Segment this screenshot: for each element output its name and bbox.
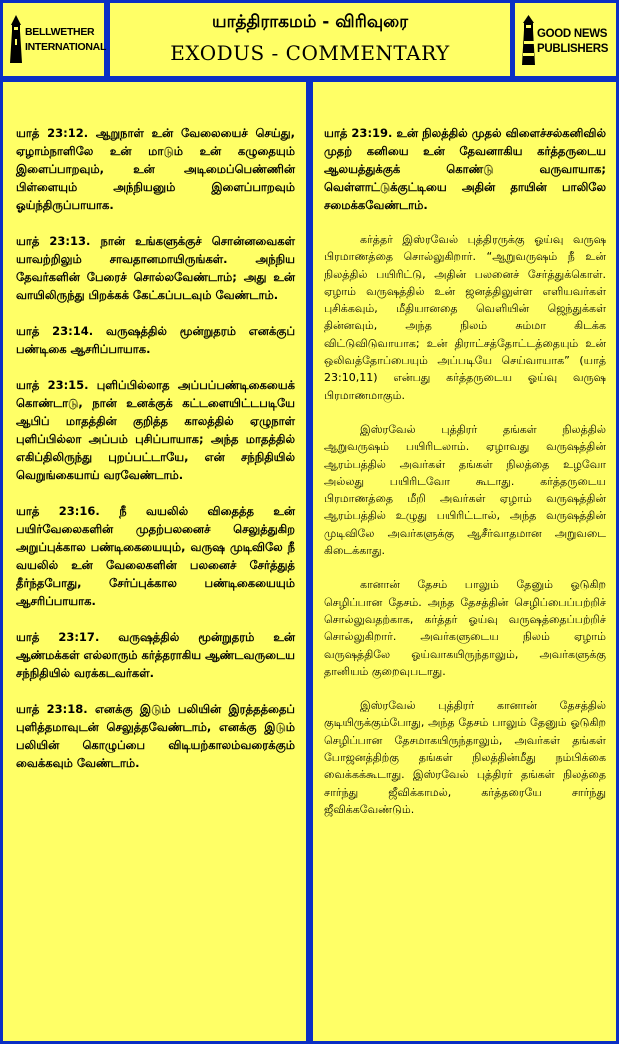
- commentary-paragraph: கர்த்தர் இஸ்ரவேல் புத்திரருக்கு ஓய்வு வருஷ பிரமாணத்தை சொல்லுகிறார். “ஆறுவருஷம் நீ உன் நிலத்தில் பயிரிட்டு, அதின் பலனைச் சேர்த்துக்கொள். ஏழாம் வருஷத்தில் உன் ஜனத்திலுள்ள எளியவர்கள் புசிக்கவும், மீதியானதை வெளியின் ஜெந்துக்கள் தின்னவும், அந்த நிலம் சும்மா கிடக்க விட்டுவிடுவாயாக; உன் திராட்சத்தோட்டத்தையும் உன் ஒலிவத்தோப்பையும் அப்படியே செய்வாயாக” (யாத் 23:10,11) என்பது கர்த்தருடைய ஓய்வு வருஷ பிரமாணமாகும்.: [324, 233, 606, 402]
- page-header: [110, 3, 510, 76]
- bellwether-logo: [3, 3, 107, 76]
- verse-23-15: யாத் 23:15. புளிப்பில்லாத அப்பப்பண்டிகையைக் கொண்டாடு, நான் உனக்குக் கட்டளையிட்டபடியே ஆபிப் மாதத்தின் குறித்த காலத்தில் ஏழுநாள் புளிப்பில்லா அப்பம் புசிப்பாயாக; அந்த மாதத்தில் எகிப்திலிருந்து புறப்பட்டாயே, என் சந்நிதியில் வெறுங்கையாய் வரவேண்டாம்.: [16, 378, 295, 482]
- bell-tower-icon: [9, 15, 23, 63]
- logo-right-line1: GOOD NEWS: [537, 28, 608, 40]
- verse-23-13: யாத் 23:13. நான் உங்களுக்குச் சொன்னவைகள் யாவற்றிலும் சாவதானமாயிருங்கள். அந்நிய தேவர்களின் பேரைச் சொல்லவேண்டாம்; அது உன் வாயிலிருந்து பிறக்கக் கேட்கப்படவும் வேண்டாம்.: [16, 234, 295, 302]
- right-column: [313, 82, 616, 1041]
- verse-23-16: யாத் 23:16. நீ வயலில் விதைத்த உன் பயிர்வேலைகளின் முதற்பலனைச் செலுத்துகிற அறுப்புக்கால பண்டிகையையும், வருஷ முடிவிலே நீ வயலில் உன் வேலைகளின் பலனைச் சேர்த்துத் தீர்ந்தபோது, சேர்ப்புக்கால பண்டிகையையும் ஆசரிப்பாயாக.: [16, 504, 295, 608]
- logo-left-line1: BELLWETHER: [25, 26, 95, 38]
- commentary-paragraph: இஸ்ரவேல் புத்திரர் கானான் தேசத்தில் குடியிருக்கும்போது, அந்த தேசம் பாலும் தேனும் ஓடுகிற செழிப்பான தேசமாகயிருந்தாலும், அவர்கள் தங்கள் போஜனத்திற்கு தங்கள் நிலத்தின்மீது நம்பிக்கை வைக்கக்கூடாது. இஸ்ரவேல் புத்திரர் தங்கள் நிலத்தை சார்ந்து ஜீவிக்காமல், கர்த்தரையே சார்ந்து ஜீவிக்கவேண்டும்.: [324, 699, 606, 816]
- title-tamil: யாத்திராகமம் - விரிவுரை: [212, 12, 408, 32]
- title-english: EXODUS - COMMENTARY: [170, 41, 450, 65]
- verse-23-12: யாத் 23:12. ஆறுநாள் உன் வேலையைச் செய்து, ஏழாம்நாளிலே உன் மாடும் உன் கழுதையும் இளைப்பாறவும், உன் அடிமைப்பெண்ணின் பிள்ளையும் அந்நியனும் இளைப்பாறவும் ஓய்ந்திருப்பாயாக.: [16, 126, 295, 212]
- verse-23-19: யாத் 23:19. உன் நிலத்தில் முதல் விளைச்சல்கனிவில் முதற் கனியை உன் தேவனாகிய கர்த்தருடைய ஆலயத்துக்குக் கொண்டு வருவாயாக; வெள்ளாட்டுக்குட்டியை அதின் தாயின் பாலிலே சமைக்கவேண்டாம்.: [324, 126, 606, 212]
- commentary-paragraph: இஸ்ரவேல் புத்திரர் தங்கள் நிலத்தில் ஆறுவருஷம் பயிரிடலாம். ஏழாவது வருஷத்தின் ஆரம்பத்தில் அவர்கள் தங்கள் நிலத்தை உழவோ அல்லது பயிரிடவோ கூடாது. கர்த்தருடைய பிரமாணத்தை மீறி அவர்கள் ஏழாம் வருஷத்தின் ஆரம்பத்தில் உழுது பயிரிட்டால், அந்த வருஷத்தின் முடிவிலே அவர்களுக்கு ஆசீர்வாதமான அறுவடை கிடைக்காது.: [324, 422, 606, 558]
- verse-23-17: யாத் 23:17. வருஷத்தில் மூன்றுதரம் உன் ஆண்மக்கள் எல்லாரும் கர்த்தராகிய ஆண்டவருடைய சந்நிதியில் வரக்கடவர்கள்.: [16, 630, 295, 680]
- logo-right-line2: PUBLISHERS: [537, 43, 609, 55]
- lighthouse-icon: [521, 15, 536, 65]
- left-column: [3, 82, 306, 1041]
- commentary-paragraph: கானான் தேசம் பாலும் தேனும் ஓடுகிற செழிப்பான தேசம். அந்த தேசத்தின் செழிப்பைப்பற்றிச் சொல்லுவதற்காக, கர்த்தர் ஓய்வு வருஷத்தைப்பற்றிச் சொல்லுகிறார். அவர்களுடைய நிலம் ஏழாம் வருஷத்திலே ஓய்வாகயிருந்தாலும், அவர்களுக்கு தானியம் குறைவுபடாது.: [324, 578, 606, 678]
- verse-23-18: யாத் 23:18. எனக்கு இடும் பலியின் இரத்தத்தைப் புளித்தமாவுடன் செலுத்தவேண்டாம், எனக்கு இடும் பலியின் கொழுப்பை விடியற்காலம்வரைக்கும் வைக்கவும் வேண்டாம்.: [16, 702, 295, 770]
- good-news-logo: [515, 3, 616, 76]
- logo-left-line2: INTERNATIONAL: [25, 41, 107, 53]
- verse-23-14: யாத் 23:14. வருஷத்தில் மூன்றுதரம் எனக்குப் பண்டிகை ஆசரிப்பாயாக.: [16, 324, 295, 356]
